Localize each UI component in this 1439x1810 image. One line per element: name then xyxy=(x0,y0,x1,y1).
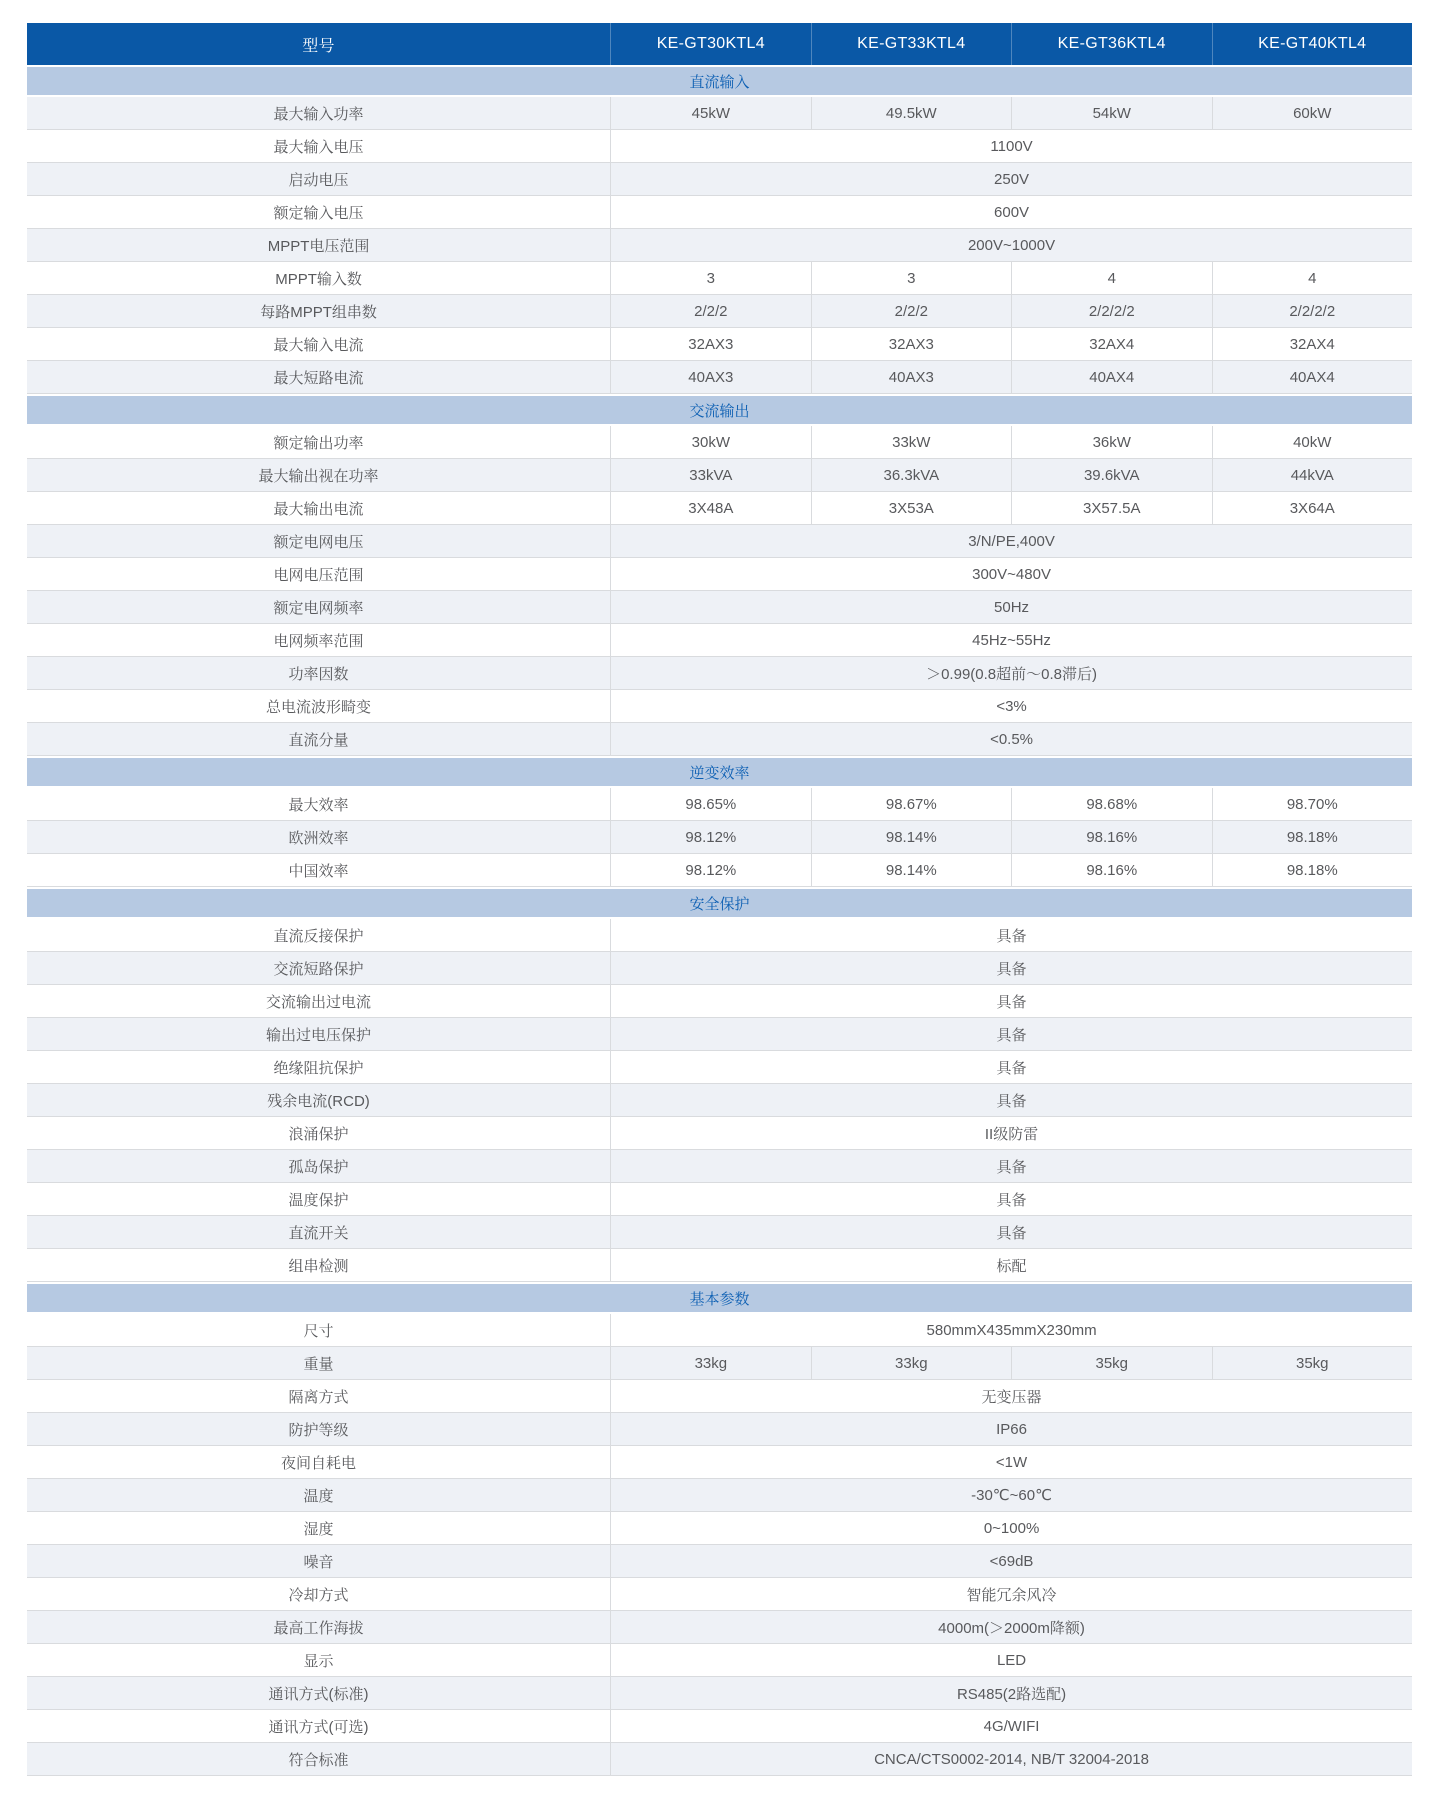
spec-row-label: 温度保护 xyxy=(27,1183,610,1216)
spec-row-label: 交流短路保护 xyxy=(27,952,610,985)
spec-value: 49.5kW xyxy=(811,97,1011,130)
spec-row-label: 冷却方式 xyxy=(27,1578,610,1611)
spec-table xyxy=(27,23,1412,1776)
spec-row-label: 最大输入电压 xyxy=(27,130,610,163)
spec-value: 40AX3 xyxy=(610,361,810,394)
spec-value: 32AX4 xyxy=(1212,328,1413,361)
section-banner-title: 基本参数 xyxy=(27,1282,1412,1314)
spec-value-merged: 无变压器 xyxy=(610,1380,1412,1413)
model-column-header-2: KE-GT33KTL4 xyxy=(811,23,1011,65)
spec-row-label: 夜间自耗电 xyxy=(27,1446,610,1479)
spec-row xyxy=(27,459,1412,492)
spec-value: 98.67% xyxy=(811,788,1011,821)
spec-row-label: 最大短路电流 xyxy=(27,361,610,394)
spec-value: 3 xyxy=(610,262,810,295)
spec-row xyxy=(27,657,1412,690)
spec-row-label: 最高工作海拔 xyxy=(27,1611,610,1644)
spec-row xyxy=(27,1677,1412,1710)
spec-value: 98.68% xyxy=(1011,788,1211,821)
spec-table-body xyxy=(27,65,1412,1776)
spec-value: 33kg xyxy=(811,1347,1011,1380)
spec-row xyxy=(27,361,1412,394)
spec-value-merged: 1100V xyxy=(610,130,1412,163)
spec-row-label: 每路MPPT组串数 xyxy=(27,295,610,328)
spec-value-merged: RS485(2路选配) xyxy=(610,1677,1412,1710)
spec-row xyxy=(27,1347,1412,1380)
spec-value-merged: 4000m(＞2000m降额) xyxy=(610,1611,1412,1644)
model-column-header-1: KE-GT30KTL4 xyxy=(610,23,810,65)
spec-value: 60kW xyxy=(1212,97,1413,130)
spec-row-label: 电网电压范围 xyxy=(27,558,610,591)
spec-value-merged: ＞0.99(0.8超前～0.8滞后) xyxy=(610,657,1412,690)
model-header-row xyxy=(27,23,1412,65)
spec-value-merged: 50Hz xyxy=(610,591,1412,624)
spec-value: 32AX3 xyxy=(811,328,1011,361)
spec-row xyxy=(27,1413,1412,1446)
spec-row xyxy=(27,1512,1412,1545)
spec-value: 3 xyxy=(811,262,1011,295)
spec-row xyxy=(27,492,1412,525)
section-banner-title: 交流输出 xyxy=(27,394,1412,426)
spec-row xyxy=(27,1314,1412,1347)
section-banner-row xyxy=(27,1282,1412,1314)
spec-row-label: 欧洲效率 xyxy=(27,821,610,854)
spec-value-merged: 45Hz~55Hz xyxy=(610,624,1412,657)
spec-row xyxy=(27,985,1412,1018)
spec-value: 98.14% xyxy=(811,854,1011,887)
spec-row-label: 最大输入功率 xyxy=(27,97,610,130)
spec-value: 30kW xyxy=(610,426,810,459)
spec-row-label: 尺寸 xyxy=(27,1314,610,1347)
spec-row-label: 通讯方式(可选) xyxy=(27,1710,610,1743)
spec-value: 2/2/2 xyxy=(610,295,810,328)
spec-row-label: 直流反接保护 xyxy=(27,919,610,952)
spec-row xyxy=(27,1018,1412,1051)
spec-value: 3X57.5A xyxy=(1011,492,1211,525)
spec-value: 2/2/2/2 xyxy=(1212,295,1413,328)
spec-row-label: 额定电网电压 xyxy=(27,525,610,558)
spec-value-merged: CNCA/CTS0002-2014, NB/T 32004-2018 xyxy=(610,1743,1412,1776)
spec-value: 40kW xyxy=(1212,426,1413,459)
spec-value: 33kg xyxy=(610,1347,810,1380)
spec-row xyxy=(27,328,1412,361)
spec-row xyxy=(27,1446,1412,1479)
spec-row xyxy=(27,1183,1412,1216)
spec-row-label: 最大输入电流 xyxy=(27,328,610,361)
section-banner-title: 逆变效率 xyxy=(27,756,1412,788)
spec-row xyxy=(27,97,1412,130)
spec-row-label: 额定输出功率 xyxy=(27,426,610,459)
spec-row-label: 温度 xyxy=(27,1479,610,1512)
spec-value: 3X64A xyxy=(1212,492,1413,525)
model-column-header-4: KE-GT40KTL4 xyxy=(1212,23,1413,65)
spec-row-label: 输出过电压保护 xyxy=(27,1018,610,1051)
spec-row-label: 孤岛保护 xyxy=(27,1150,610,1183)
spec-row-label: 残余电流(RCD) xyxy=(27,1084,610,1117)
section-banner-row xyxy=(27,887,1412,919)
spec-value: 44kVA xyxy=(1212,459,1413,492)
spec-row-label: 直流分量 xyxy=(27,723,610,756)
spec-value: 2/2/2 xyxy=(811,295,1011,328)
section-banner-row xyxy=(27,394,1412,426)
spec-row xyxy=(27,1578,1412,1611)
spec-value-merged: 200V~1000V xyxy=(610,229,1412,262)
spec-value-merged: 具备 xyxy=(610,919,1412,952)
spec-value: 3X48A xyxy=(610,492,810,525)
spec-row-label: 防护等级 xyxy=(27,1413,610,1446)
spec-value: 98.65% xyxy=(610,788,810,821)
spec-value: 54kW xyxy=(1011,97,1211,130)
spec-value-merged: -30℃~60℃ xyxy=(610,1479,1412,1512)
spec-value: 98.70% xyxy=(1212,788,1413,821)
spec-value-merged: 300V~480V xyxy=(610,558,1412,591)
spec-value: 98.12% xyxy=(610,821,810,854)
spec-row-label: 通讯方式(标准) xyxy=(27,1677,610,1710)
spec-value-merged: 具备 xyxy=(610,1018,1412,1051)
spec-value-merged: 具备 xyxy=(610,952,1412,985)
spec-value: 32AX3 xyxy=(610,328,810,361)
spec-value-merged: 智能冗余风冷 xyxy=(610,1578,1412,1611)
spec-value: 98.14% xyxy=(811,821,1011,854)
spec-row xyxy=(27,1380,1412,1413)
section-banner-row xyxy=(27,65,1412,97)
spec-row-label: 功率因数 xyxy=(27,657,610,690)
spec-row xyxy=(27,229,1412,262)
spec-value: 98.18% xyxy=(1212,821,1413,854)
spec-value-merged: 3/N/PE,400V xyxy=(610,525,1412,558)
spec-row-label: 最大效率 xyxy=(27,788,610,821)
spec-value-merged: II级防雷 xyxy=(610,1117,1412,1150)
spec-row xyxy=(27,1545,1412,1578)
spec-row xyxy=(27,196,1412,229)
spec-row-label: 显示 xyxy=(27,1644,610,1677)
spec-value-merged: 具备 xyxy=(610,1051,1412,1084)
spec-value: 39.6kVA xyxy=(1011,459,1211,492)
spec-row xyxy=(27,1150,1412,1183)
spec-row-label: MPPT电压范围 xyxy=(27,229,610,262)
spec-row xyxy=(27,1710,1412,1743)
model-column-header-3: KE-GT36KTL4 xyxy=(1011,23,1211,65)
spec-value: 4 xyxy=(1212,262,1413,295)
spec-row-label: 噪音 xyxy=(27,1545,610,1578)
spec-row xyxy=(27,295,1412,328)
spec-row xyxy=(27,1051,1412,1084)
spec-row-label: 浪涌保护 xyxy=(27,1117,610,1150)
spec-row xyxy=(27,426,1412,459)
spec-row-label: 直流开关 xyxy=(27,1216,610,1249)
spec-row xyxy=(27,262,1412,295)
spec-value-merged: 4G/WIFI xyxy=(610,1710,1412,1743)
spec-value: 35kg xyxy=(1011,1347,1211,1380)
spec-row xyxy=(27,591,1412,624)
spec-row xyxy=(27,723,1412,756)
section-banner-title: 直流输入 xyxy=(27,65,1412,97)
spec-row-label: 交流输出过电流 xyxy=(27,985,610,1018)
spec-value-merged: 具备 xyxy=(610,1150,1412,1183)
spec-row-label: 重量 xyxy=(27,1347,610,1380)
spec-row xyxy=(27,821,1412,854)
spec-value-merged: 580mmX435mmX230mm xyxy=(610,1314,1412,1347)
spec-value: 4 xyxy=(1011,262,1211,295)
spec-value-merged: <0.5% xyxy=(610,723,1412,756)
spec-value: 35kg xyxy=(1212,1347,1413,1380)
spec-row xyxy=(27,1644,1412,1677)
spec-value: 33kVA xyxy=(610,459,810,492)
spec-row-label: MPPT输入数 xyxy=(27,262,610,295)
spec-row xyxy=(27,1216,1412,1249)
spec-value: 3X53A xyxy=(811,492,1011,525)
spec-row xyxy=(27,1611,1412,1644)
model-header-label: 型号 xyxy=(27,23,610,65)
spec-value: 98.12% xyxy=(610,854,810,887)
spec-value: 36.3kVA xyxy=(811,459,1011,492)
spec-value-merged: 600V xyxy=(610,196,1412,229)
spec-row-label: 最大输出电流 xyxy=(27,492,610,525)
spec-value-merged: 250V xyxy=(610,163,1412,196)
spec-row-label: 隔离方式 xyxy=(27,1380,610,1413)
spec-value: 98.16% xyxy=(1011,821,1211,854)
spec-value-merged: 具备 xyxy=(610,1216,1412,1249)
spec-row-label: 最大输出视在功率 xyxy=(27,459,610,492)
spec-row-label: 湿度 xyxy=(27,1512,610,1545)
spec-row-label: 组串检测 xyxy=(27,1249,610,1282)
spec-value: 40AX4 xyxy=(1212,361,1413,394)
spec-value-merged: 具备 xyxy=(610,1183,1412,1216)
spec-row xyxy=(27,690,1412,723)
spec-value: 2/2/2/2 xyxy=(1011,295,1211,328)
spec-row-label: 电网频率范围 xyxy=(27,624,610,657)
spec-row-label: 启动电压 xyxy=(27,163,610,196)
spec-row xyxy=(27,1479,1412,1512)
spec-value: 98.16% xyxy=(1011,854,1211,887)
spec-row-label: 额定输入电压 xyxy=(27,196,610,229)
spec-value-merged: <3% xyxy=(610,690,1412,723)
spec-row xyxy=(27,1117,1412,1150)
spec-value-merged: <1W xyxy=(610,1446,1412,1479)
spec-row xyxy=(27,525,1412,558)
spec-value: 45kW xyxy=(610,97,810,130)
spec-row xyxy=(27,1743,1412,1776)
spec-row xyxy=(27,558,1412,591)
section-banner-title: 安全保护 xyxy=(27,887,1412,919)
spec-value-merged: IP66 xyxy=(610,1413,1412,1446)
spec-row xyxy=(27,854,1412,887)
spec-value: 40AX4 xyxy=(1011,361,1211,394)
spec-value: 98.18% xyxy=(1212,854,1413,887)
spec-value: 33kW xyxy=(811,426,1011,459)
spec-row-label: 中国效率 xyxy=(27,854,610,887)
spec-row xyxy=(27,624,1412,657)
spec-row-label: 总电流波形畸变 xyxy=(27,690,610,723)
spec-row xyxy=(27,788,1412,821)
spec-row xyxy=(27,952,1412,985)
spec-row xyxy=(27,163,1412,196)
spec-row-label: 符合标准 xyxy=(27,1743,610,1776)
spec-table-header xyxy=(27,23,1412,65)
spec-row-label: 额定电网频率 xyxy=(27,591,610,624)
section-banner-row xyxy=(27,756,1412,788)
spec-value: 32AX4 xyxy=(1011,328,1211,361)
spec-row-label: 绝缘阻抗保护 xyxy=(27,1051,610,1084)
spec-value-merged: 0~100% xyxy=(610,1512,1412,1545)
spec-value-merged: LED xyxy=(610,1644,1412,1677)
spec-value: 40AX3 xyxy=(811,361,1011,394)
spec-value-merged: <69dB xyxy=(610,1545,1412,1578)
spec-value: 36kW xyxy=(1011,426,1211,459)
spec-row xyxy=(27,1249,1412,1282)
spec-value-merged: 具备 xyxy=(610,985,1412,1018)
spec-value-merged: 具备 xyxy=(610,1084,1412,1117)
spec-row xyxy=(27,919,1412,952)
spec-row xyxy=(27,130,1412,163)
spec-row xyxy=(27,1084,1412,1117)
spec-value-merged: 标配 xyxy=(610,1249,1412,1282)
